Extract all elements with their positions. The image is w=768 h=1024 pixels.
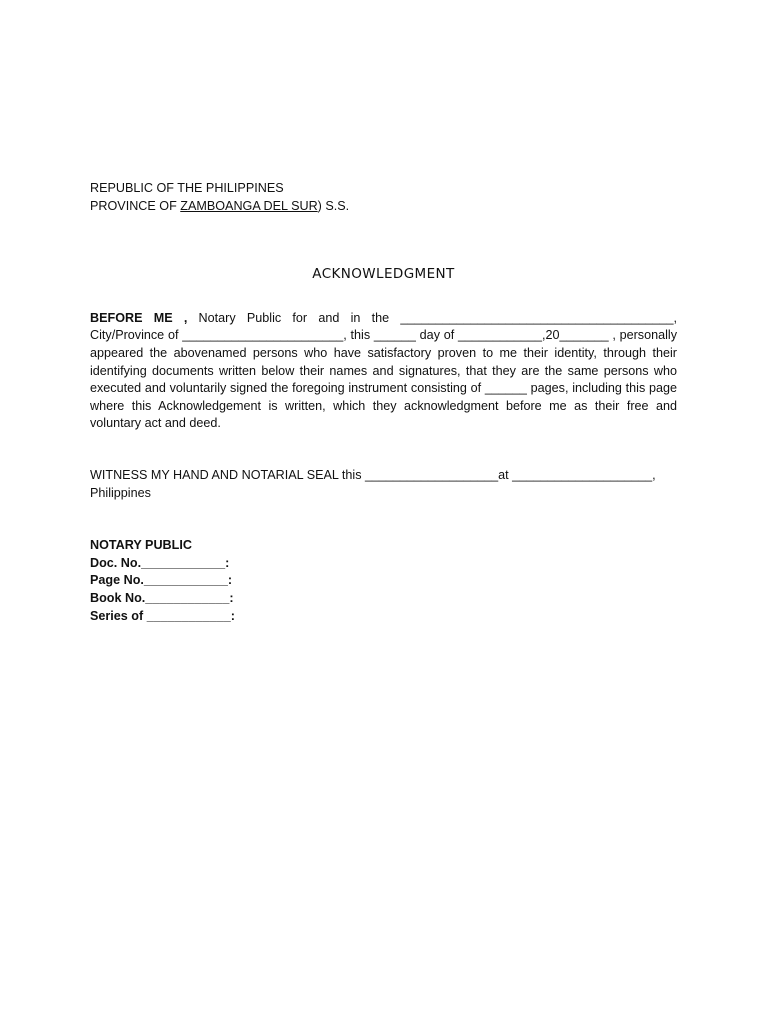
header-province-suffix: ) S.S. [317,198,350,213]
acknowledgment-paragraph [90,310,677,433]
notary-heading: NOTARY PUBLIC [90,538,192,553]
paragraph-lead: BEFORE ME , [90,310,188,325]
witness-paragraph: WITNESS MY HAND AND NOTARIAL SEAL this ___________________at ____________________, Philippines [90,467,656,500]
doc-no-line: Doc. No.____________: [90,555,230,570]
document-title: ACKNOWLEDGMENT [312,266,455,283]
series-of-line: Series of ____________: [90,608,235,623]
page-no-line: Page No.____________: [90,573,233,588]
paragraph-text: Notary Public for and in the _______________________________________, City/Province of _______________________, this ______ day of ____________,20_______ , personally appeared the abovenamed persons who have satisfactory proven to me their identity, through their identifying documents written below their names and signatures, that they are the same persons who executed and voluntarily signed the foregoing instrument consisting of ______ pages, including this page where this Acknowledgement is written, which they acknowledgment before me as their free and voluntary act and deed. [90,310,677,431]
book-no-line: Book No.____________: [90,590,234,605]
header-province-name: ZAMBOANGA DEL SUR [180,198,318,213]
document-content [90,180,677,625]
header-province [90,198,677,216]
header-republic: REPUBLIC OF THE PHILIPPINES [90,181,284,195]
header-province-prefix: PROVINCE OF [90,198,181,213]
notary-block [90,537,677,625]
document-header [90,180,677,215]
